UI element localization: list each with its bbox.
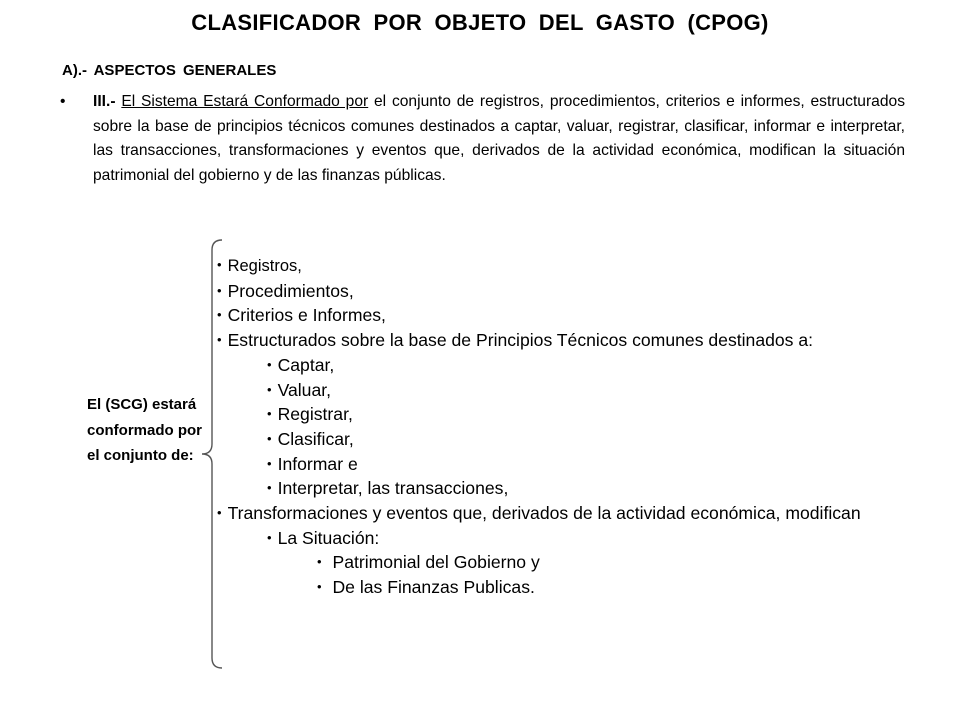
list-item: • De las Finanzas Publicas. [317, 577, 535, 598]
section-heading: A).- ASPECTOS GENERALES [62, 62, 277, 79]
intro-paragraph [60, 90, 905, 188]
bullet-icon: • [60, 93, 66, 110]
list-item: • Captar, [267, 354, 335, 375]
paragraph-number: III.- [93, 93, 116, 110]
paragraph-text: el conjunto de registros, procedimientos, criterios e informes, estructurados sobre la base de principios técnicos comunes destinados a captar, valuar, registrar, clasificar, informar e interpretar, las transacciones, transformaciones y eventos que, derivados de la actividad económica, modifican la situación patrimonial del gobierno y de las finanzas públicas. [93, 93, 905, 184]
scg-label: El (SCG) estará conformado por el conjunto de: [87, 396, 202, 464]
page-title: CLASIFICADOR POR OBJETO DEL GASTO (CPOG) [191, 10, 769, 35]
list-item: • Clasificar, [267, 428, 354, 449]
list-item: • Estructurados sobre la base de Principios Técnicos comunes destinados a: [217, 330, 814, 351]
list-item: • La Situación: [267, 527, 380, 548]
list-item: • Registrar, [267, 404, 353, 425]
list-item: • Valuar, [267, 379, 332, 400]
list-item: • Patrimonial del Gobierno y [317, 552, 540, 573]
list-item: • Procedimientos, [217, 280, 354, 301]
list-item: • Transformaciones y eventos que, derivados de la actividad económica, modifican [217, 503, 861, 524]
list-item: • Informar e [267, 453, 358, 474]
underlined-phrase: El Sistema Estará Conformado por [121, 93, 369, 110]
list-item: • Criterios e Informes, [217, 305, 386, 326]
list-item: • Interpretar, las transacciones, [267, 478, 509, 499]
component-list [217, 253, 901, 600]
list-item: • Registros, [217, 257, 302, 275]
